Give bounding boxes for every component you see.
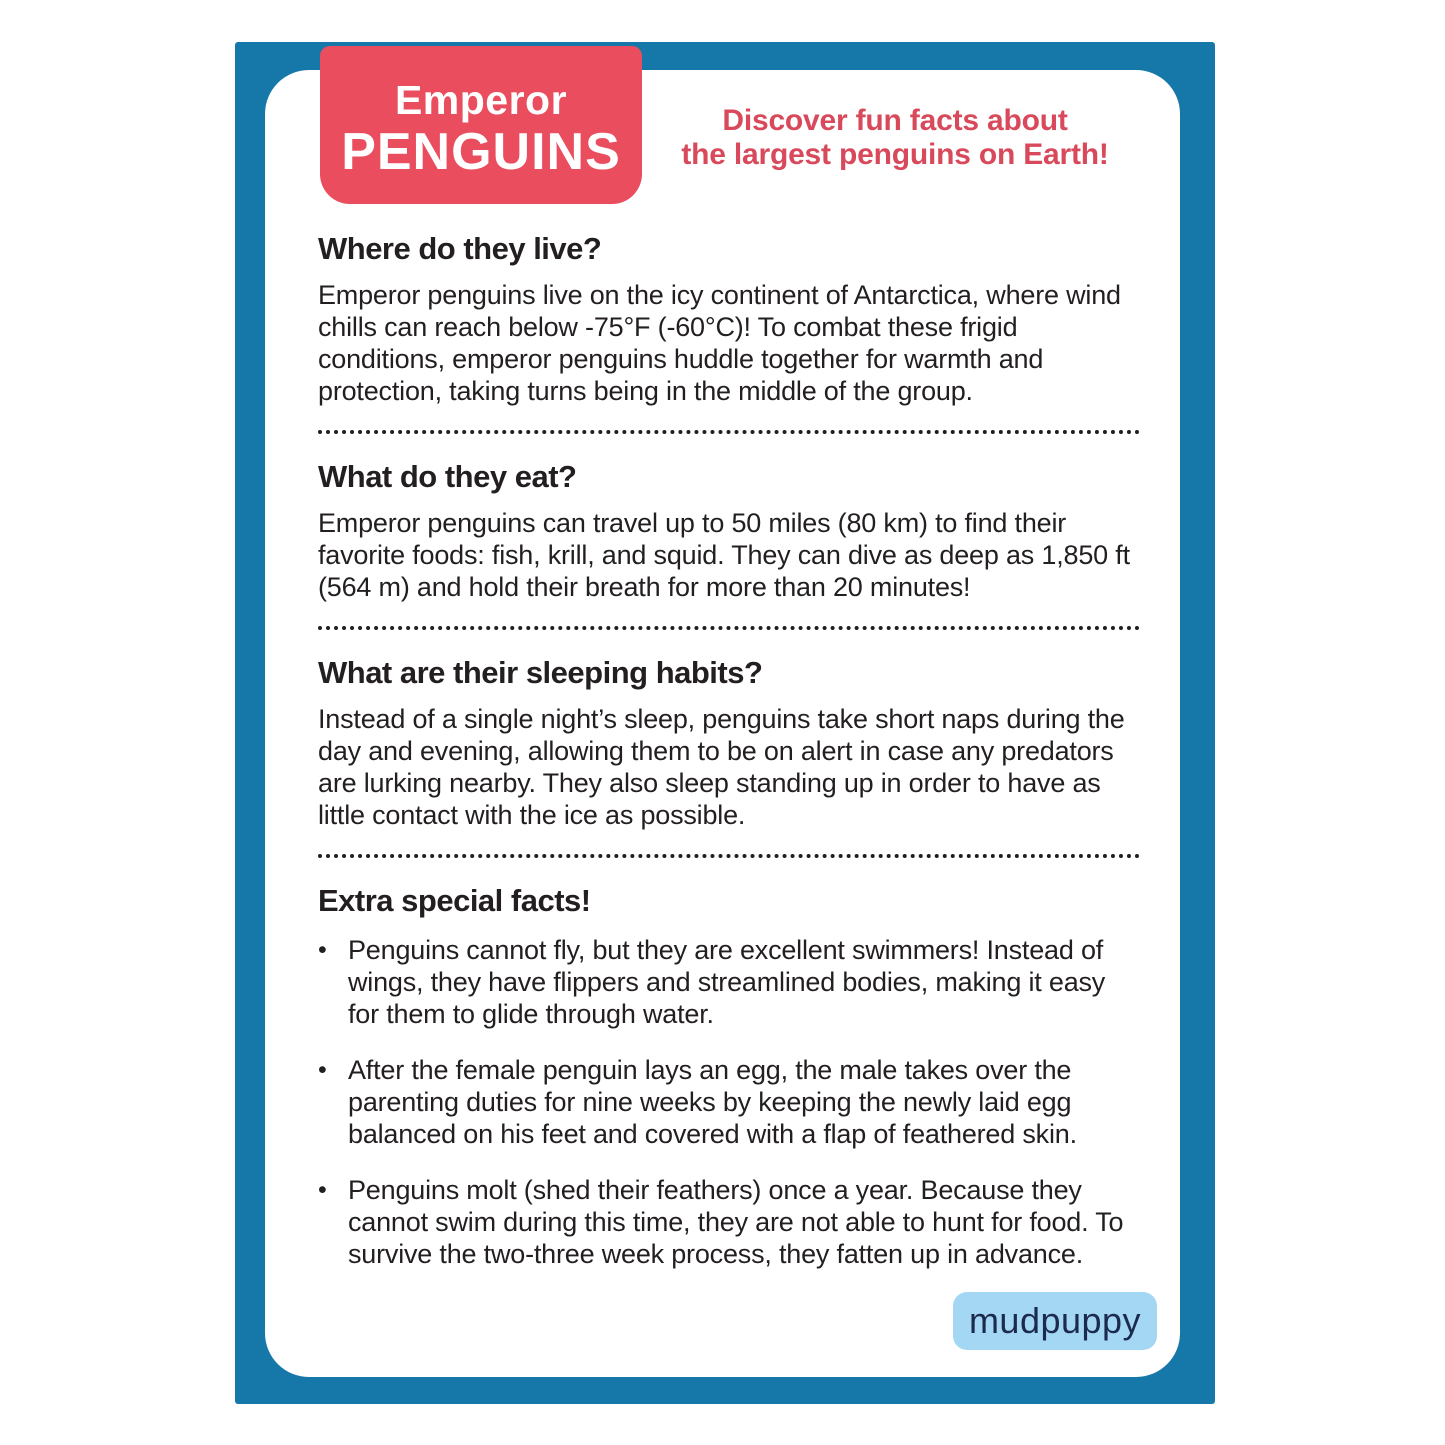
title-line-emperor: Emperor: [394, 77, 568, 123]
dotted-divider: [318, 626, 1140, 630]
fact-bullet-egg: [318, 1054, 1140, 1150]
bullet-icon: •: [318, 1176, 327, 1204]
tagline-line1: Discover fun facts about: [722, 104, 1068, 137]
section-heading-sleeping-habits: What are their sleeping habits?: [318, 655, 763, 690]
section-heading-what-eat: What do they eat?: [318, 459, 577, 494]
section-body-sleeping-habits: Instead of a single night’s sleep, penguins take short naps during the day and evening, allowing them to be on alert in case any predators are lurking nearby. They also sleep standing up in order to have as little contact with the ice as possible.: [318, 704, 1125, 830]
title-line-penguins: PENGUINS: [341, 123, 621, 181]
tagline-line2: the largest penguins on Earth!: [681, 138, 1109, 171]
fact-text-swimmers: Penguins cannot fly, but they are excellent swimmers! Instead of wings, they have flippers and streamlined bodies, making it easy for them to glide through water.: [348, 935, 1106, 1029]
bullet-icon: •: [318, 1056, 327, 1084]
mudpuppy-logo: [953, 1292, 1157, 1350]
title-badge: [320, 46, 642, 204]
fact-text-egg: After the female penguin lays an egg, the male takes over the parenting duties for nine weeks by keeping the newly laid egg balanced on his feet and covered with a flap of feathered skin.: [348, 1055, 1077, 1149]
fact-bullet-swimmers: [318, 934, 1140, 1030]
mudpuppy-logo-text: mudpuppy: [968, 1300, 1142, 1341]
content-column: [318, 232, 1140, 1294]
section-heading-where-live: Where do they live?: [318, 231, 602, 266]
dotted-divider: [318, 854, 1140, 858]
bullet-icon: •: [318, 936, 327, 964]
fact-text-molt: Penguins molt (shed their feathers) once a year. Because they cannot swim during this time, they are not able to hunt for food. To survive the two-three week process, they fatten up in advance.: [348, 1175, 1124, 1269]
dotted-divider: [318, 430, 1140, 434]
section-body-where-live: Emperor penguins live on the icy continent of Antarctica, where wind chills can reach below -75°F (-60°C)! To combat these frigid conditions, emperor penguins huddle together for warmth and protection, taking turns being in the middle of the group.: [318, 280, 1121, 406]
section-heading-extra-facts: Extra special facts!: [318, 883, 591, 918]
tagline: [655, 104, 1135, 172]
section-body-what-eat: Emperor penguins can travel up to 50 miles (80 km) to find their favorite foods: fish, krill, and squid. They can dive as deep as 1,850 ft (564 m) and hold their breath for more than 20 minutes!: [318, 508, 1130, 602]
fact-bullet-molt: [318, 1174, 1140, 1270]
